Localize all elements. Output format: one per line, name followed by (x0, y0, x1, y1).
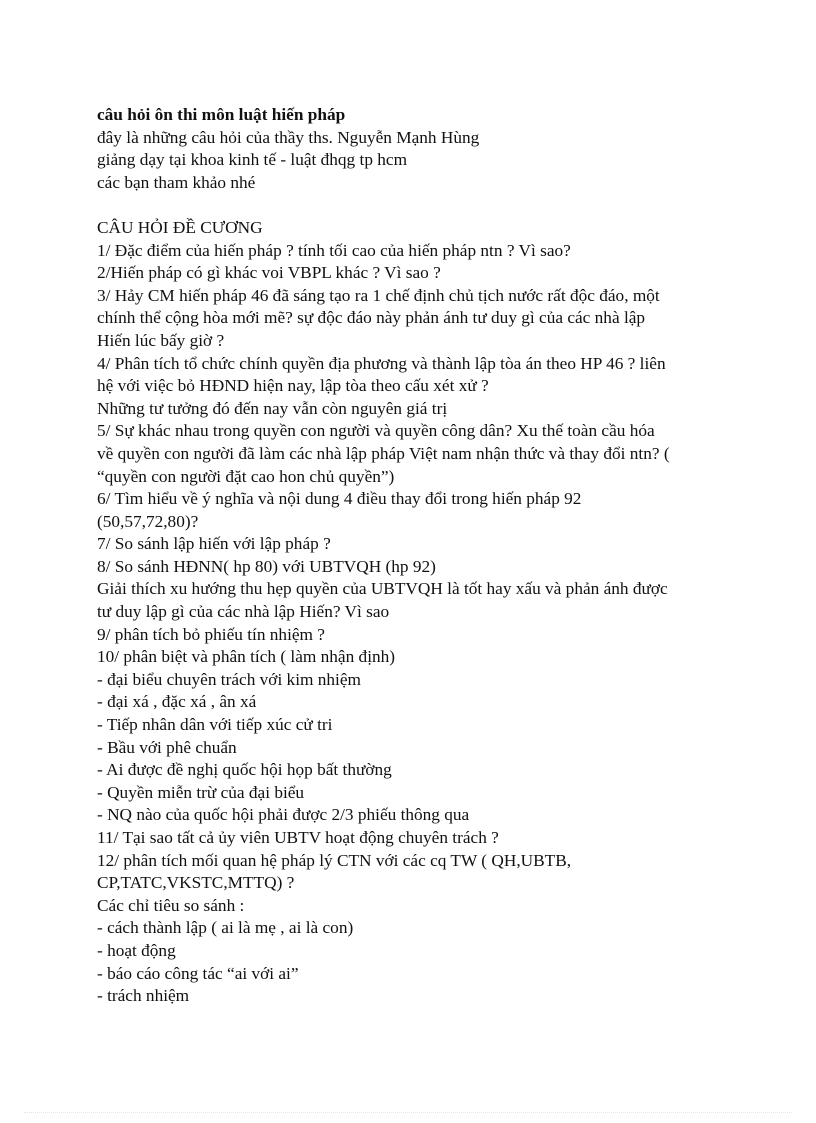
text-line: 2/Hiến pháp có gì khác voi VBPL khác ? Vì sao ? (97, 263, 441, 283)
text-line: - hoạt động (97, 940, 176, 960)
document-body (97, 104, 737, 1008)
text-line: “quyền con người đặt cao hon chủ quyền”) (97, 466, 395, 486)
text-line: 12/ phân tích mối quan hệ pháp lý CTN với các cq TW ( QH,UBTB, (97, 850, 572, 870)
section-heading: CÂU HỎI ĐỀ CƯƠNG (97, 217, 263, 237)
text-line: CP,TATC,VKSTC,MTTQ) ? (97, 873, 295, 893)
text-line: - Quyền miễn trừ của đại biểu (97, 782, 305, 802)
text-line: 9/ phân tích bỏ phiếu tín nhiệm ? (97, 624, 325, 644)
blank-line (97, 194, 737, 217)
text-line: 6/ Tìm hiểu về ý nghĩa và nội dung 4 điều thay đổi trong hiến pháp 92 (97, 489, 582, 509)
intro-line: giảng dạy tại khoa kinh tế - luật đhqg tp hcm (97, 150, 408, 170)
text-line: - Tiếp nhân dân với tiếp xúc cử tri (97, 715, 333, 735)
text-line: Các chỉ tiêu so sánh : (97, 895, 245, 915)
text-line: tư duy lập gì của các nhà lập Hiến? Vì sao (97, 602, 390, 622)
text-line: 4/ Phân tích tổ chức chính quyền địa phương và thành lập tòa án theo HP 46 ? liên (97, 353, 666, 373)
text-line: 8/ So sánh HĐNN( hp 80) với UBTVQH (hp 92) (97, 556, 436, 576)
text-line: 5/ Sự khác nhau trong quyền con người và quyền công dân? Xu thế toàn cầu hóa (97, 421, 655, 441)
text-line: - Ai được đề nghị quốc hội họp bất thường (97, 760, 392, 780)
text-line: - trách nhiệm (97, 986, 190, 1006)
text-line: 3/ Hảy CM hiến pháp 46 đã sáng tạo ra 1 chế định chủ tịch nước rất độc đáo, một (97, 285, 660, 305)
text-line: - báo cáo công tác “ai với ai” (97, 963, 299, 983)
text-line: chính thể cộng hòa mới mẽ? sự độc đáo này phản ánh tư duy gì của các nhà lập (97, 308, 646, 328)
text-line: Những tư tưởng đó đến nay vẫn còn nguyên giá trị (97, 398, 448, 418)
text-line: hệ với việc bỏ HĐND hiện nay, lập tòa theo cấu xét xử ? (97, 376, 489, 396)
text-line: - đại biểu chuyên trách với kim nhiệm (97, 669, 361, 689)
text-line: - cách thành lập ( ai là mẹ , ai là con) (97, 918, 354, 938)
text-line: (50,57,72,80)? (97, 511, 199, 531)
text-line: 11/ Tại sao tất cả ủy viên UBTV hoạt động chuyên trách ? (97, 828, 499, 847)
text-line: 7/ So sánh lập hiến với lập pháp ? (97, 534, 331, 554)
intro-line: các bạn tham khảo nhé (97, 172, 256, 192)
text-line: Giải thích xu hướng thu hẹp quyền của UBTVQH là tốt hay xấu và phản ánh được (97, 579, 668, 599)
question-list (97, 240, 737, 1008)
intro-line: đây là những câu hỏi của thầy ths. Nguyễn Mạnh Hùng (97, 127, 480, 147)
text-line: 10/ phân biệt và phân tích ( làm nhận định) (97, 647, 396, 667)
text-line: - đại xá , đặc xá , ân xá (97, 692, 257, 712)
text-line: - NQ nào của quốc hội phải được 2/3 phiếu thông qua (97, 805, 470, 825)
text-line: về quyền con người đã làm các nhà lập pháp Việt nam nhận thức và thay đổi ntn? ( (97, 443, 670, 463)
document-title: câu hỏi ôn thi môn luật hiến pháp (97, 105, 346, 124)
text-line: - Bầu với phê chuẩn (97, 737, 237, 757)
text-line: 1/ Đặc điểm của hiến pháp ? tính tối cao của hiến pháp ntn ? Vì sao? (97, 240, 571, 260)
text-line: Hiến lúc bấy giờ ? (97, 330, 225, 350)
page-bottom-divider (24, 1112, 792, 1113)
